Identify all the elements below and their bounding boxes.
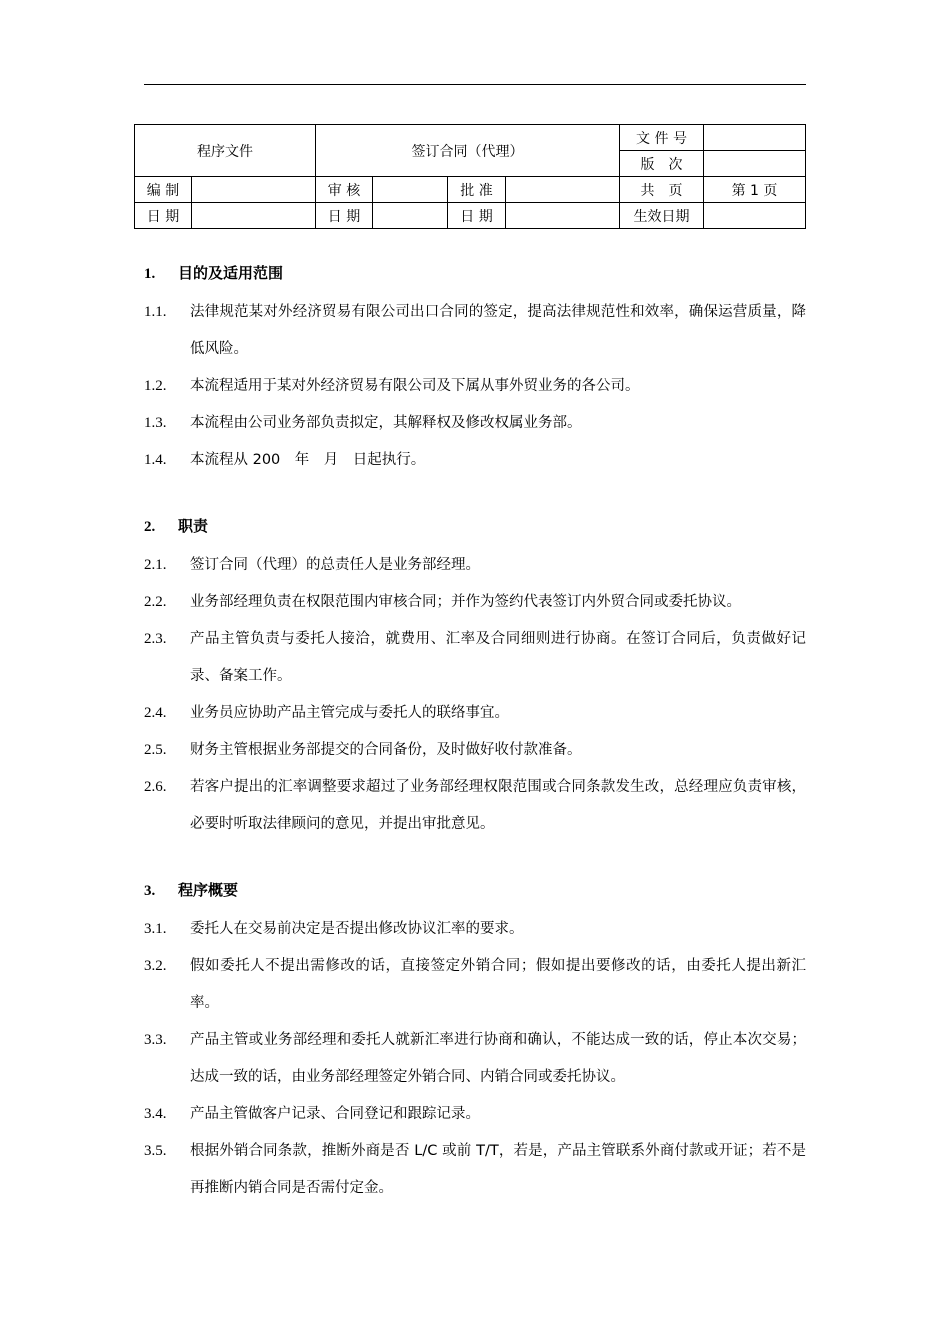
total-pages-label: 共 页 bbox=[620, 177, 704, 203]
list-item: 1.3. 本流程由公司业务部负责拟定，其解释权及修改权属业务部。 bbox=[144, 415, 582, 431]
version-value bbox=[704, 151, 806, 177]
section-heading: 3. 程序概要 bbox=[144, 881, 239, 899]
list-item: 1.4. 本流程从 200 年 月 日起执行。 bbox=[144, 452, 426, 468]
date-value-2 bbox=[373, 203, 448, 229]
date-value-1 bbox=[192, 203, 316, 229]
reviewed-label: 审 核 bbox=[316, 177, 373, 203]
list-item: 2.5. 财务主管根据业务部提交的合同备份，及时做好收付款准备。 bbox=[144, 742, 582, 758]
date-label-3: 日 期 bbox=[448, 203, 506, 229]
list-item: 2.6. 若客户提出的汇率调整要求超过了业务部经理权限范围或合同条款发生改，总经理应负责审核，必要时听取法律顾问的意见，并提出审批意见。 bbox=[144, 779, 806, 832]
date-label-2: 日 期 bbox=[316, 203, 373, 229]
doc-type: 程序文件 bbox=[135, 125, 316, 177]
section-heading: 2. 职责 bbox=[144, 517, 209, 535]
version-label: 版 次 bbox=[620, 151, 704, 177]
prepared-value bbox=[192, 177, 316, 203]
reviewed-value bbox=[373, 177, 448, 203]
date-label-1: 日 期 bbox=[135, 203, 192, 229]
header-rule bbox=[144, 84, 806, 85]
list-item: 2.4. 业务员应协助产品主管完成与委托人的联络事宜。 bbox=[144, 705, 509, 721]
section-2 bbox=[144, 511, 806, 843]
section-3 bbox=[144, 875, 806, 1207]
effective-date-value bbox=[704, 203, 806, 229]
prepared-label: 编 制 bbox=[135, 177, 192, 203]
list-item: 1.2. 本流程适用于某对外经济贸易有限公司及下属从事外贸业务的各公司。 bbox=[144, 378, 640, 394]
list-item: 3.3. 产品主管或业务部经理和委托人就新汇率进行协商和确认，不能达成一致的话，停止本次交易；达成一致的话，由业务部经理签定外销合同、内销合同或委托协议。 bbox=[144, 1032, 806, 1085]
effective-date-label: 生效日期 bbox=[620, 203, 704, 229]
list-item: 2.1. 签订合同（代理）的总责任人是业务部经理。 bbox=[144, 557, 480, 573]
date-value-3 bbox=[506, 203, 620, 229]
file-no-label: 文 件 号 bbox=[620, 125, 704, 151]
list-item: 3.4. 产品主管做客户记录、合同登记和跟踪记录。 bbox=[144, 1106, 480, 1122]
list-item: 3.5. 根据外销合同条款，推断外商是否 L/C 或前 T/T，若是，产品主管联系外商付款或开证；若不是再推断内销合同是否需付定金。 bbox=[144, 1143, 806, 1196]
file-no-value bbox=[704, 125, 806, 151]
list-item: 3.1. 委托人在交易前决定是否提出修改协议汇率的要求。 bbox=[144, 921, 524, 937]
page-number: 第 1 页 bbox=[704, 177, 806, 203]
section-heading: 1. 目的及适用范围 bbox=[144, 264, 284, 282]
list-item: 2.3. 产品主管负责与委托人接洽，就费用、汇率及合同细则进行协商。在签订合同后，负责做好记录、备案工作。 bbox=[144, 631, 806, 684]
list-item: 2.2. 业务部经理负责在权限范围内审核合同；并作为签约代表签订内外贸合同或委托协议。 bbox=[144, 594, 741, 610]
document-body bbox=[144, 258, 806, 1207]
section-1 bbox=[144, 258, 806, 479]
list-item: 1.1. 法律规范某对外经济贸易有限公司出口合同的签定，提高法律规范性和效率，确保运营质量，降低风险。 bbox=[144, 304, 806, 357]
approved-label: 批 准 bbox=[448, 177, 506, 203]
document-control-table bbox=[134, 124, 806, 229]
approved-value bbox=[506, 177, 620, 203]
list-item: 3.2. 假如委托人不提出需修改的话，直接签定外销合同；假如提出要修改的话，由委托人提出新汇率。 bbox=[144, 958, 806, 1011]
doc-title: 签订合同（代理） bbox=[316, 125, 620, 177]
